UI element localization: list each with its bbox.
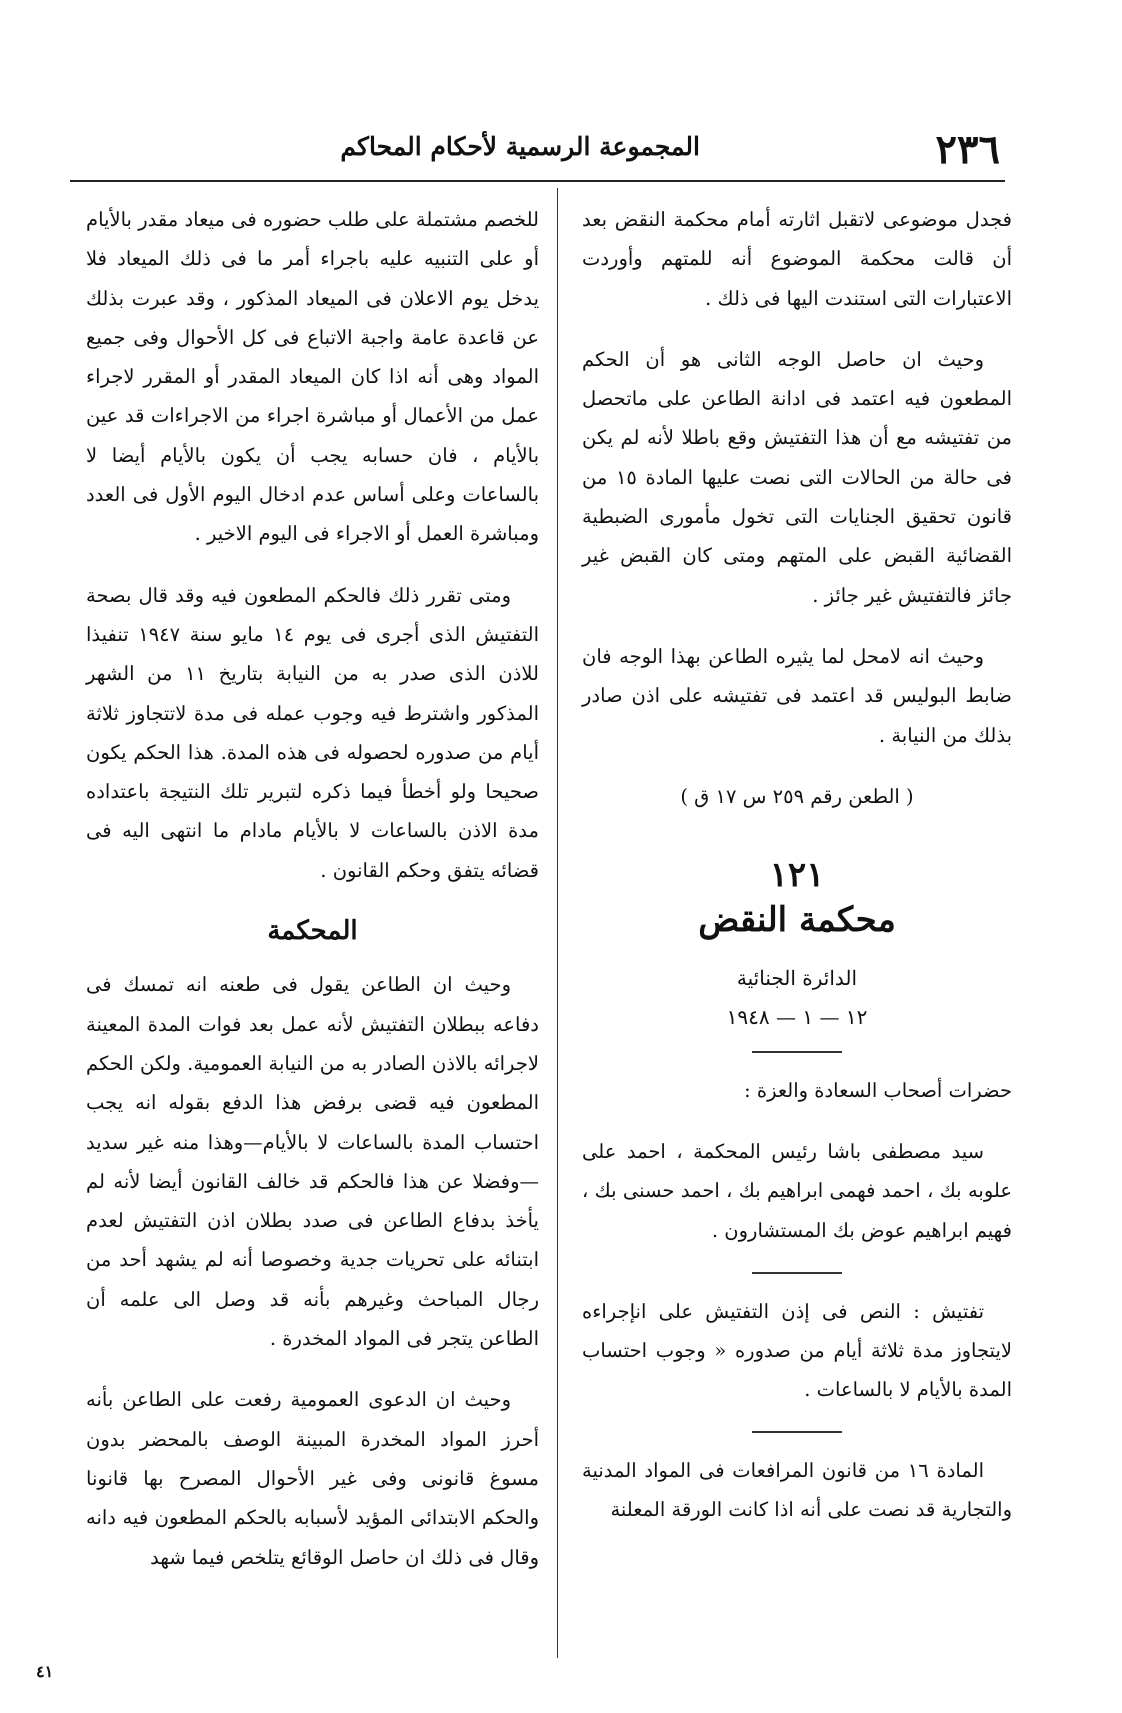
short-divider — [752, 1431, 842, 1433]
paragraph: فجدل موضوعى لاتقبل اثارته أمام محكمة النقض بعد أن قالت محكمة الموضوع أنه للمتهم وأوردت الاعتبارات التى استندت اليها فى ذلك . — [582, 208, 1012, 310]
circuit-name: الدائرة الجنائية — [736, 965, 858, 990]
section-title: المحكمة — [267, 916, 358, 947]
paragraph: وحيث انه لامحل لما يثيره الطاعن بهذا الوجه فان ضابط البوليس قد اعتمد فى تفتيشه على اذن صادر بذلك من النيابة . — [582, 644, 1012, 747]
short-divider — [752, 1272, 842, 1274]
paragraph: المادة ١٦ من قانون المرافعات فى المواد المدنية والتجارية قد نصت على أنه اذا كانت الورقة المعلنة — [582, 1458, 1012, 1522]
page-header — [70, 118, 1000, 178]
running-title: المجموعة الرسمية لأحكام المحاكم — [340, 132, 700, 161]
bench-intro: حضرات أصحاب السعادة والعزة : — [744, 1078, 1012, 1102]
judgment-date: ١٢ — ١ — ١٩٤٨ — [726, 1005, 868, 1030]
right-column — [582, 200, 1012, 1552]
paragraph: ومتى تقرر ذلك فالحكم المطعون فيه وقد قال بصحة التفتيش الذى أجرى فى يوم ١٤ مايو سنة ١٩٤٧ تنفيذا للاذن الذى صدر به من النيابة بتاريخ ١١ من الشهر المذكور واشترط فيه وجوب عمله فى مدة لاتتجاوز ثلاثة أيام من صدوره لحصوله فى هذه المدة. هذا الحكم يكون صحيحا ولو أخطأ فيما ذكره لتبرير تلك النتيجة باعتداده مدة الاذن بالساعات لا بالأيام مادام ما انتهى اليه فى قضائه يتفق وحكم القانون . — [86, 583, 539, 882]
header-rule — [70, 180, 1005, 182]
case-citation: ( الطعن رقم ٢٥٩ س ١٧ ق ) — [680, 784, 914, 808]
paragraph: وحيث ان الدعوى العمومية رفعت على الطاعن بأنه أحرز المواد المخدرة المبينة الوصف بالمحضر بدون مسوغ قانونى وفى غير الأحوال المصرح بها قانونا والحكم الابتدائى المؤيد لأسبابه بالحكم المطعون فيه دانه وقال فى ذلك ان حاصل الوقائع يتلخص فيما شهد — [86, 1388, 539, 1569]
court-name: محكمة النقض — [698, 900, 896, 941]
page-number: ٢٣٦ — [935, 126, 1000, 173]
headnote: تفتيش : النص فى إذن التفتيش على انإجراءه لايتجاوز مدة ثلاثة أيام من صدوره « وجوب احتساب المدة بالأيام لا بالساعات . — [582, 1299, 1012, 1402]
column-divider — [557, 188, 558, 1658]
paragraph: للخصم مشتملة على طلب حضوره فى ميعاد مقدر بالأيام أو على التنبيه عليه باجراء أمر ما فى ذلك الميعاد فلا يدخل يوم الاعلان فى الميعاد المذكور ، وقد عبرت بذلك عن قاعدة عامة واجبة الاتباع فى كل الأحوال وفى جميع المواد وهى أنه اذا كان الميعاد المقدر أو المقرر لاجراء عمل من الأعمال أو مباشرة اجراء من الاجراءات قد عين بالأيام ، فان حسابه يجب أن يكون بالأيام أيضا لا بالساعات وعلى أساس عدم ادخال اليوم الأول فى العدد ومباشرة العمل أو الاجراء فى اليوم الاخير . — [86, 208, 539, 546]
case-number: ١٢١ — [769, 855, 825, 896]
paragraph: وحيث ان حاصل الوجه الثانى هو أن الحكم المطعون فيه اعتمد فى ادانة الطاعن على ماتحصل من تفتيشه مع أن هذا التفتيش وقع باطلا لأنه لم يكن فى حالة من الحالات التى نصت عليها المادة ١٥ من قانون تحقيق الجنايات التى تخول مأمورى الضبطية القضائية القبض على المتهم ومتى كان القبض غير جائز فالتفتيش غير جائز . — [582, 347, 1012, 607]
bench-members: سيد مصطفى باشا رئيس المحكمة ، احمد على علوبه بك ، احمد فهمى ابراهيم بك ، احمد حسنى بك ، فهيم ابراهيم عوض بك المستشارون . — [582, 1140, 1012, 1242]
left-column — [86, 200, 539, 1599]
short-divider — [752, 1051, 842, 1053]
paragraph: وحيث ان الطاعن يقول فى طعنه انه تمسك فى دفاعه ببطلان التفتيش لأنه عمل بعد فوات المدة المعينة لاجرائه بالاذن الصادر به من النيابة العمومية. ولكن الحكم المطعون فيه قضى برفض هذا الدفع بقوله انه يجب احتساب المدة بالساعات لا بالأيام—وهذا منه غير سديد—وفضلا عن هذا فالحكم قد خالف القانون أيضا لأنه لم يأخذ بدفاع الطاعن فى صدد بطلان اذن التفتيش لعدم ابتنائه على تحريات جدية وخصوصا أنه لم يشهد أحد من رجال المباحث وغيرهم بأنه قد وصل الى علمه أن الطاعن يتجر فى المواد المخدرة . — [86, 973, 539, 1351]
margin-mark: ٤١ — [36, 1662, 54, 1681]
